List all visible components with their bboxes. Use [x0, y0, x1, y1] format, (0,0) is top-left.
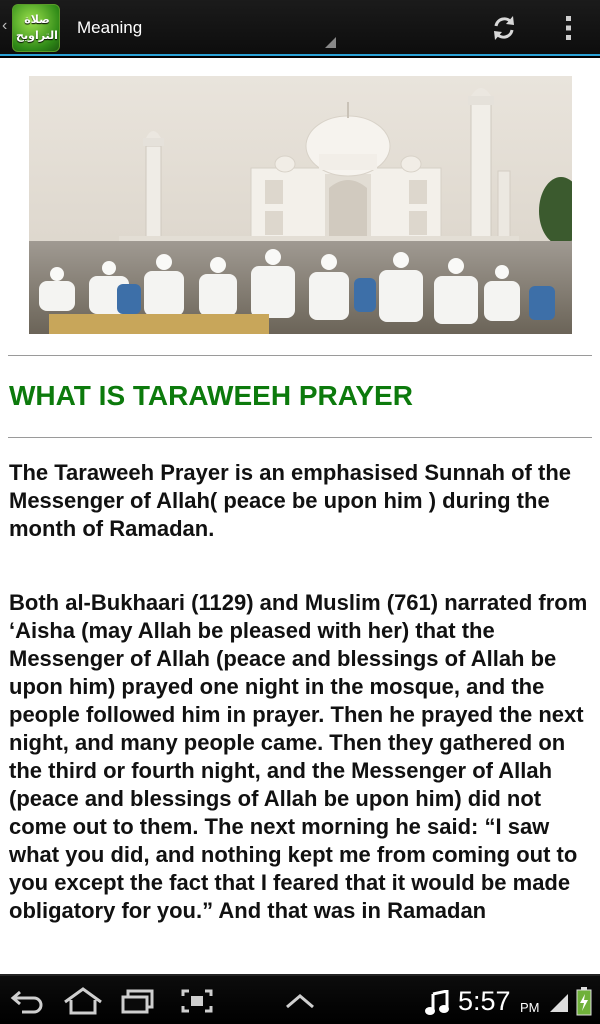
page-title[interactable]: Meaning: [77, 18, 143, 37]
overflow-menu-icon[interactable]: [560, 12, 576, 44]
action-bar: [0, 0, 600, 56]
home-icon[interactable]: [62, 986, 104, 1016]
app-icon-line1: صلاة: [24, 13, 50, 26]
refresh-icon[interactable]: [488, 12, 520, 44]
app-icon-line2: التراويح: [16, 29, 58, 42]
music-icon: [424, 990, 450, 1016]
battery-icon: [576, 986, 592, 1016]
chevron-up-icon[interactable]: [284, 992, 316, 1010]
mosque-image: [29, 76, 572, 334]
dropdown-indicator-icon[interactable]: [325, 37, 336, 48]
system-bar: [0, 974, 600, 1024]
divider-top: [8, 355, 592, 356]
hadith-paragraph: Both al-Bukhaari (1129) and Muslim (761) narrated from ‘Aisha (may Allah be pleased with her) that the Messenger of Allah (peace and blessings of Allah be upon him) prayed one night in the mosque, and the people followed him in prayer. Then he prayed the next night, and many people came. Then they gathered on the third or fourth night, and the Messenger of Allah (peace and blessings of Allah be upon him) did not come out to them. The next morning he said: “I saw what you did, and nothing kept me from coming out to you except the fact that I feared that it would be made obligatory for you.” And that was in Ramadan: [9, 590, 588, 923]
app-icon[interactable]: [12, 4, 60, 52]
recent-apps-icon[interactable]: [120, 988, 156, 1014]
section-heading: WHAT IS TARAWEEH PRAYER: [9, 380, 413, 411]
clock-ampm: PM: [520, 1000, 540, 1015]
content-area[interactable]: [0, 58, 600, 974]
divider-bottom: [8, 437, 592, 438]
clock-time: 5:57: [458, 986, 511, 1016]
up-caret-icon[interactable]: ‹: [2, 17, 8, 34]
signal-icon: [548, 992, 570, 1014]
intro-paragraph: The Taraweeh Prayer is an emphasised Sunnah of the Messenger of Allah( peace be upon him ) during the month of Ramadan.: [9, 460, 571, 541]
screenshot-icon[interactable]: [180, 988, 214, 1014]
back-icon[interactable]: [10, 988, 46, 1014]
